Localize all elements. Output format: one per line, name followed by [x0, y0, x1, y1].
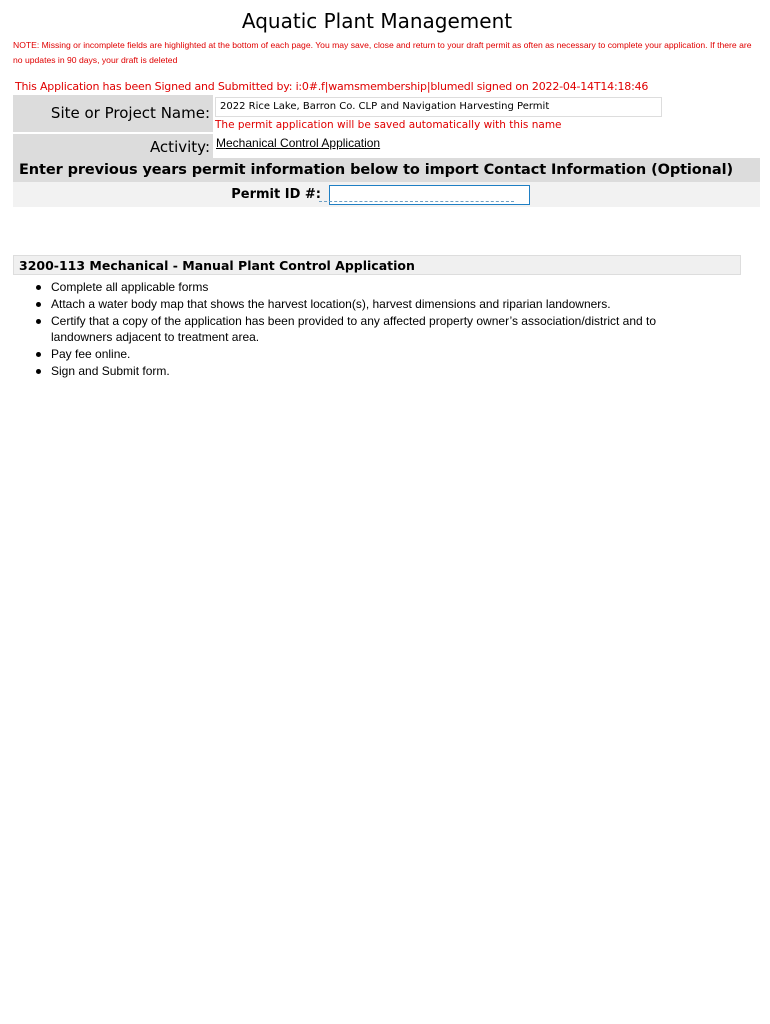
- previous-permit-header: Enter previous years permit information below to import Contact Information (Optional): [13, 158, 760, 182]
- instruction-list: [30, 279, 710, 380]
- site-name-label: Site or Project Name:: [13, 95, 213, 132]
- permit-id-row: [13, 182, 760, 207]
- instruction-text: Complete all applicable forms: [51, 280, 209, 294]
- signed-status: This Application has been Signed and Submitted by: i:0#.f|wamsmembership|blumedl signed on 2022-04-14T14:18:46: [15, 80, 649, 93]
- instruction-item: [30, 279, 710, 295]
- bullet-icon: [36, 319, 41, 324]
- bullet-icon: [36, 369, 41, 374]
- draft-note: NOTE: Missing or incomplete fields are highlighted at the bottom of each page. You may save, close and return to your draft permit as often as necessary to complete your application. If there are no updates in 90 days, your draft is deleted: [13, 40, 752, 65]
- section-header: 3200-113 Mechanical - Manual Plant Control Application: [13, 255, 741, 275]
- page-title: Aquatic Plant Management: [241, 9, 513, 33]
- instruction-item: [30, 346, 710, 362]
- bullet-icon: [36, 285, 41, 290]
- instruction-item: [30, 313, 710, 345]
- instruction-item: [30, 296, 710, 312]
- instruction-text: Attach a water body map that shows the harvest location(s), harvest dimensions and riparian landowners.: [51, 297, 611, 311]
- instruction-text: Certify that a copy of the application has been provided to any affected property owner’s association/district and to landowners adjacent to treatment area.: [51, 314, 657, 344]
- permit-id-input[interactable]: [329, 185, 530, 205]
- activity-link[interactable]: Mechanical Control Application: [216, 136, 381, 150]
- activity-label: Activity:: [13, 134, 213, 158]
- site-name-field[interactable]: 2022 Rice Lake, Barron Co. CLP and Navigation Harvesting Permit: [215, 97, 662, 117]
- bullet-icon: [36, 352, 41, 357]
- instruction-item: [30, 363, 710, 379]
- permit-id-input-underline: [319, 201, 514, 202]
- site-name-help-text: The permit application will be saved automatically with this name: [215, 119, 562, 131]
- bullet-icon: [36, 302, 41, 307]
- permit-id-label: Permit ID #:: [231, 187, 321, 202]
- instruction-text: Sign and Submit form.: [51, 364, 170, 378]
- instruction-text: Pay fee online.: [51, 347, 131, 361]
